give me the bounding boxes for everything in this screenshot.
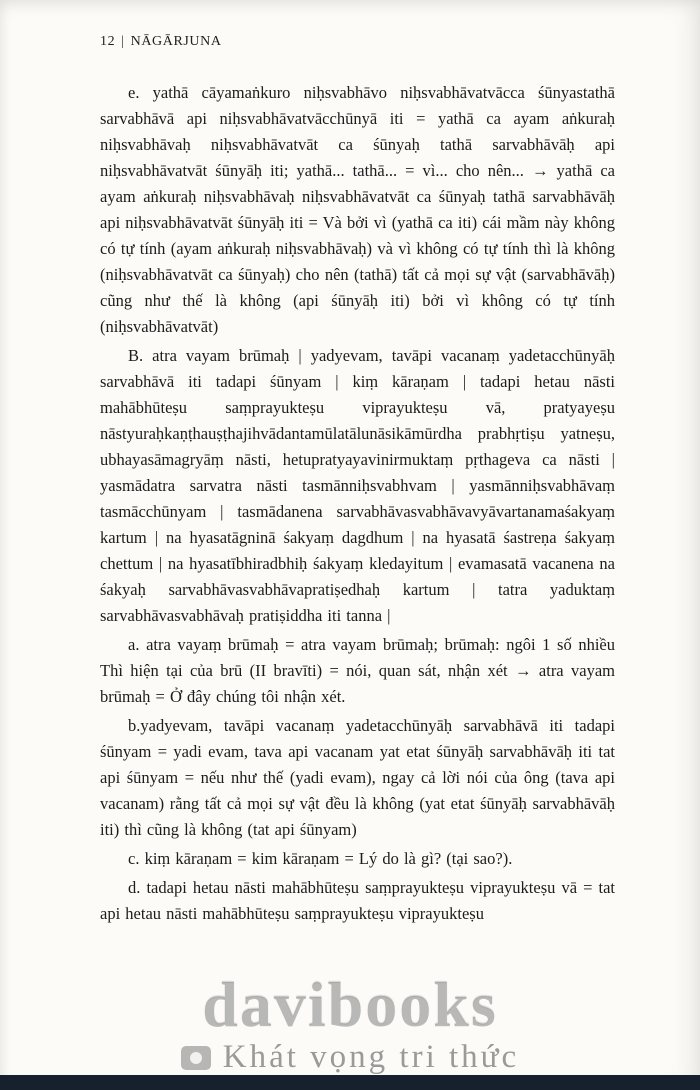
davibooks-camera-logo-icon — [181, 1046, 211, 1070]
paragraph-a: a. atra vayaṃ brūmaḥ = atra vayam brūmaḥ; brūmaḥ: ngôi 1 số nhiều Thì hiện tại của brū (II bravīti) = nói, quan sát, nhận xét → atra vayam brūmaḥ = Ở đây chúng tôi nhận xét. — [100, 635, 615, 706]
body-text — [100, 80, 615, 927]
page-content — [100, 34, 615, 930]
watermark-tagline-text: Khát vọng tri thức — [222, 1039, 520, 1075]
header-separator: | — [121, 34, 125, 49]
paragraph-B: B. atra vayam brūmaḥ | yadyevam, tavāpi vacanaṃ yadetacchūnyāḥ sarvabhāvā iti tadapi śūnyam | kiṃ kāraṇam | tadapi hetau nāsti mahābhūteṣu saṃprayukteṣu viprayukteṣu vā, pratyayeṣu nāstyuraḥkaṇṭhauṣṭhajihvādantamūlatālunāsikāmūrdha prabhṛtiṣu yatneṣu, ubhayasāmagryāṃ nāsti, hetupratyayavinirmuktaṃ pṛthageva ca nāsti | yasmādatra sarvatra nāsti tasmānniḥsvabhvam | yasmānniḥsvabhāvaṃ tasmācchūnyam | tasmādanena sarvabhāvasvabhāvavyāvartanamaśakyaṃ kartum | na hyasatāgninā śakyaṃ dagdhum | na hyasatā śastreṇa śakyaṃ chettum | na hyasatībhiradbhiḥ śakyaṃ kledayitum | evamasatā vacanena na śakyaḥ sarvabhāvasvabhāvapratiṣedhaḥ kartum | tatra yaduktaṃ sarvabhāvasvabhāvaḥ pratiṣiddha iti tanna | — [100, 346, 615, 625]
paragraph-c: c. kiṃ kāraṇam = kim kāraṇam = Lý do là gì? (tại sao?). — [128, 849, 513, 868]
watermark-brand-text: davibooks — [202, 969, 498, 1040]
paragraph-d: d. tadapi hetau nāsti mahābhūteṣu saṃprayukteṣu viprayukteṣu vā = tat api hetau nāsti mahābhūteṣu saṃprayukteṣu viprayukteṣu — [100, 878, 615, 923]
watermark-tagline-row — [0, 1039, 700, 1076]
book-title: NĀGĀRJUNA — [130, 34, 222, 49]
paragraph-e: e. yathā cāyamaṅkuro niḥsvabhāvo niḥsvabhāvatvācca śūnyastathā sarvabhāvā api niḥsvabhāvatvācchūnyā iti = yathā ca ayam aṅkuraḥ niḥsvabhāvaḥ niḥsvabhāvatvāt ca śūnyaḥ tathā sarvabhāvāḥ api niḥsvabhāvatvāt śūnyāḥ iti; yathā... tathā... = vì... cho nên... → yathā ca ayam aṅkuraḥ niḥsvabhāvaḥ niḥsvabhāvatvāt ca śūnyaḥ tathā sarvabhāvāḥ api niḥsvabhāvatvāt śūnyāḥ iti = Và bởi vì (yathā ca iti) cái mầm này không có tự tính (ayam aṅkuraḥ niḥsvabhāvaḥ) và vì không có tự tính thì là không (niḥsvabhāvatvāt ca śūnyaḥ) cho nên (tathā) tất cả mọi sự vật (sarvabhāvāḥ) cũng như thế là không (api śūnyāḥ iti) bởi vì không có tự tính (niḥsvabhāvatvāt) — [100, 83, 615, 336]
davibooks-watermark — [0, 969, 700, 1076]
page-number: 12 — [100, 34, 116, 49]
paragraph-b: b.yadyevam, tavāpi vacanaṃ yadetacchūnyāḥ sarvabhāvā iti tadapi śūnyam = yadi evam, tava api vacanam yat etat śūnyāḥ sarvabhāvāḥ iti tat api śūnyam = nếu như thế (yadi evam), ngay cả lời nói của ông (tava api vacanam) rằng tất cả mọi sự vật đều là không (yat etat śūnyāḥ sarvabhāvāḥ iti) thì cũng là không (tat api śūnyam) — [100, 716, 615, 839]
running-header — [100, 34, 615, 50]
footer-navy-bar — [0, 1075, 700, 1090]
